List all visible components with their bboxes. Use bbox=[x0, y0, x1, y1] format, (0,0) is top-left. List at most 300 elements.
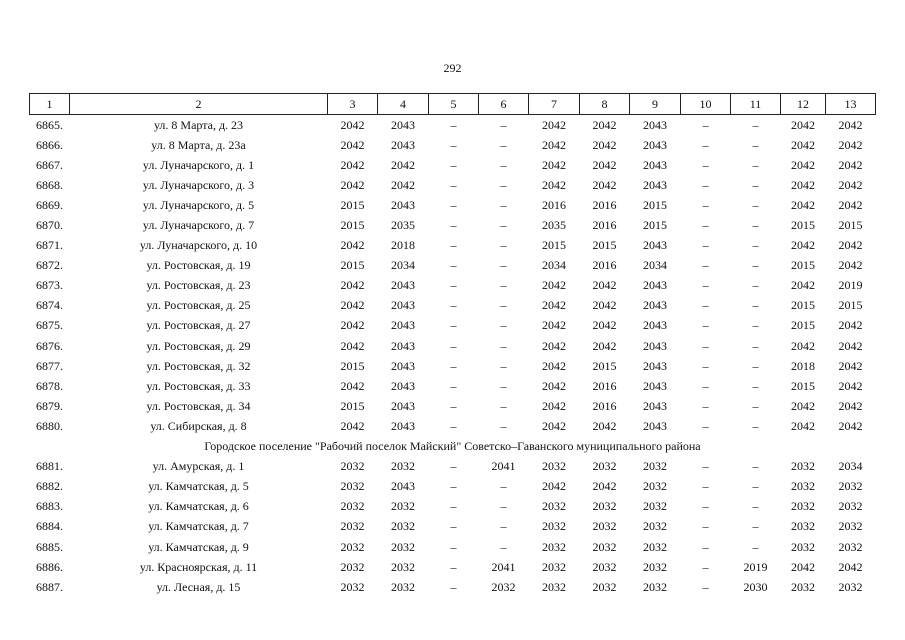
year-cell-col-6: – bbox=[500, 238, 507, 253]
year-cell-col-11: – bbox=[752, 398, 759, 413]
year-cell-col-13: 2042 bbox=[838, 137, 863, 152]
year-cell-col-3: 2032 bbox=[340, 559, 365, 574]
year-cell-col-9: 2032 bbox=[643, 459, 667, 474]
year-cell-col-11: – bbox=[752, 338, 759, 353]
column-header-8: 8 bbox=[580, 94, 630, 115]
year-cell-col-8: 2015 bbox=[592, 358, 617, 373]
year-cell-col-3: 2015 bbox=[340, 197, 365, 212]
year-cell-col-5: – bbox=[450, 278, 457, 293]
year-cell-col-9: 2032 bbox=[643, 519, 667, 534]
year-cell-col-13: 2042 bbox=[838, 378, 863, 393]
table-row bbox=[30, 537, 876, 557]
year-cell-col-7: 2042 bbox=[542, 338, 566, 353]
year-cell-col-12: 2042 bbox=[791, 197, 815, 212]
year-cell-col-4: 2032 bbox=[391, 499, 415, 514]
year-cell-col-13: 2042 bbox=[838, 117, 863, 132]
year-cell-col-11: 2019 bbox=[743, 559, 768, 574]
year-cell-col-11: – bbox=[752, 479, 759, 494]
section-title: Городское поселение "Рабочий поселок Майский" Советско–Гаванского муниципального района bbox=[204, 439, 701, 454]
year-cell-col-3: 2015 bbox=[340, 358, 365, 373]
year-cell-col-13: 2042 bbox=[838, 318, 863, 333]
year-cell-col-7: 2032 bbox=[542, 559, 566, 574]
row-number: 6873. bbox=[36, 278, 63, 293]
row-number: 6868. bbox=[36, 177, 63, 192]
table-row bbox=[30, 236, 876, 256]
table-row bbox=[30, 276, 876, 296]
year-cell-col-8: 2016 bbox=[592, 258, 617, 273]
year-cell-col-6: 2041 bbox=[491, 559, 516, 574]
year-cell-col-3: 2032 bbox=[340, 479, 365, 494]
year-cell-col-5: – bbox=[450, 238, 457, 253]
year-cell-col-8: 2042 bbox=[592, 278, 617, 293]
address-cell: ул. Камчатская, д. 7 bbox=[148, 519, 249, 534]
year-cell-col-7: 2032 bbox=[542, 499, 566, 514]
year-cell-col-9: 2043 bbox=[643, 238, 667, 253]
year-cell-col-7: 2032 bbox=[542, 579, 566, 594]
year-cell-col-11: – bbox=[752, 157, 759, 172]
year-cell-col-9: 2043 bbox=[643, 318, 667, 333]
year-cell-col-11: – bbox=[752, 539, 759, 554]
year-cell-col-12: 2042 bbox=[791, 398, 815, 413]
year-cell-col-10: – bbox=[702, 278, 709, 293]
row-number: 6885. bbox=[36, 539, 63, 554]
year-cell-col-6: – bbox=[500, 177, 507, 192]
year-cell-col-8: 2042 bbox=[592, 418, 617, 433]
year-cell-col-4: 2035 bbox=[391, 218, 415, 233]
year-cell-col-9: 2032 bbox=[643, 499, 667, 514]
year-cell-col-6: – bbox=[500, 479, 507, 494]
address-cell: ул. Ростовская, д. 33 bbox=[146, 378, 251, 393]
year-cell-col-3: 2032 bbox=[340, 519, 365, 534]
year-cell-col-7: 2035 bbox=[542, 218, 566, 233]
year-cell-col-11: – bbox=[752, 499, 759, 514]
year-cell-col-10: – bbox=[702, 499, 709, 514]
year-cell-col-10: – bbox=[702, 579, 709, 594]
year-cell-col-6: – bbox=[500, 157, 507, 172]
year-cell-col-7: 2042 bbox=[542, 479, 566, 494]
table-row bbox=[30, 215, 876, 235]
year-cell-col-4: 2043 bbox=[391, 418, 415, 433]
year-cell-col-8: 2015 bbox=[592, 238, 617, 253]
year-cell-col-9: 2015 bbox=[643, 218, 667, 233]
year-cell-col-10: – bbox=[702, 479, 709, 494]
table-header bbox=[30, 94, 876, 115]
year-cell-col-3: 2042 bbox=[340, 177, 365, 192]
year-cell-col-7: 2042 bbox=[542, 318, 566, 333]
year-cell-col-12: 2042 bbox=[791, 137, 815, 152]
year-cell-col-6: – bbox=[500, 278, 507, 293]
year-cell-col-5: – bbox=[450, 459, 457, 474]
year-cell-col-13: 2042 bbox=[838, 258, 863, 273]
year-cell-col-12: 2042 bbox=[791, 418, 815, 433]
year-cell-col-4: 2018 bbox=[391, 238, 415, 253]
year-cell-col-12: 2042 bbox=[791, 278, 815, 293]
year-cell-col-4: 2043 bbox=[391, 117, 415, 132]
year-cell-col-3: 2032 bbox=[340, 539, 365, 554]
year-cell-col-3: 2042 bbox=[340, 298, 365, 313]
year-cell-col-7: 2042 bbox=[542, 137, 566, 152]
year-cell-col-13: 2032 bbox=[838, 519, 863, 534]
year-cell-col-7: 2042 bbox=[542, 298, 566, 313]
table-row bbox=[30, 316, 876, 336]
year-cell-col-5: – bbox=[450, 258, 457, 273]
year-cell-col-9: 2043 bbox=[643, 298, 667, 313]
year-cell-col-12: 2042 bbox=[791, 177, 815, 192]
year-cell-col-13: 2042 bbox=[838, 238, 863, 253]
year-cell-col-6: – bbox=[500, 418, 507, 433]
year-cell-col-4: 2032 bbox=[391, 459, 415, 474]
year-cell-col-3: 2042 bbox=[340, 238, 365, 253]
year-cell-col-5: – bbox=[450, 137, 457, 152]
year-cell-col-8: 2032 bbox=[592, 579, 617, 594]
year-cell-col-10: – bbox=[702, 177, 709, 192]
column-header-4: 4 bbox=[378, 94, 429, 115]
year-cell-col-8: 2042 bbox=[592, 298, 617, 313]
table-row bbox=[30, 135, 876, 155]
year-cell-col-7: 2042 bbox=[542, 157, 566, 172]
row-number: 6869. bbox=[36, 197, 63, 212]
year-cell-col-11: – bbox=[752, 177, 759, 192]
row-number: 6884. bbox=[36, 519, 63, 534]
year-cell-col-13: 2042 bbox=[838, 358, 863, 373]
year-cell-col-3: 2032 bbox=[340, 579, 365, 594]
year-cell-col-6: 2032 bbox=[491, 579, 516, 594]
year-cell-col-11: 2030 bbox=[743, 579, 768, 594]
row-number: 6870. bbox=[36, 218, 63, 233]
year-cell-col-11: – bbox=[752, 318, 759, 333]
year-cell-col-6: – bbox=[500, 519, 507, 534]
year-cell-col-10: – bbox=[702, 197, 709, 212]
year-cell-col-7: 2042 bbox=[542, 418, 566, 433]
header-row bbox=[30, 94, 876, 115]
column-header-2: 2 bbox=[70, 94, 328, 115]
year-cell-col-9: 2043 bbox=[643, 278, 667, 293]
year-cell-col-5: – bbox=[450, 197, 457, 212]
year-cell-col-12: 2015 bbox=[791, 218, 815, 233]
row-number: 6875. bbox=[36, 318, 63, 333]
year-cell-col-4: 2032 bbox=[391, 519, 415, 534]
year-cell-col-11: – bbox=[752, 358, 759, 373]
year-cell-col-11: – bbox=[752, 137, 759, 152]
year-cell-col-6: – bbox=[500, 137, 507, 152]
table-row bbox=[30, 376, 876, 396]
year-cell-col-6: – bbox=[500, 539, 507, 554]
table-row bbox=[30, 155, 876, 175]
address-cell: ул. Луначарского, д. 3 bbox=[142, 177, 255, 192]
year-cell-col-10: – bbox=[702, 157, 709, 172]
row-number: 6883. bbox=[36, 499, 63, 514]
year-cell-col-9: 2034 bbox=[643, 258, 667, 273]
table-row bbox=[30, 396, 876, 416]
year-cell-col-11: – bbox=[752, 197, 759, 212]
address-cell: ул. 8 Марта, д. 23 bbox=[153, 117, 244, 132]
column-header-13: 13 bbox=[826, 94, 876, 115]
year-cell-col-7: 2042 bbox=[542, 358, 566, 373]
year-cell-col-11: – bbox=[752, 238, 759, 253]
table-row bbox=[30, 296, 876, 316]
column-header-10: 10 bbox=[681, 94, 731, 115]
address-cell: ул. Ростовская, д. 32 bbox=[146, 358, 251, 373]
year-cell-col-12: 2042 bbox=[791, 157, 815, 172]
year-cell-col-3: 2042 bbox=[340, 137, 365, 152]
year-cell-col-13: 2019 bbox=[838, 278, 863, 293]
year-cell-col-9: 2043 bbox=[643, 358, 667, 373]
housing-repair-schedule-table bbox=[29, 93, 876, 597]
year-cell-col-13: 2042 bbox=[838, 197, 863, 212]
table-body bbox=[30, 115, 876, 598]
address-cell: ул. Ростовская, д. 29 bbox=[146, 338, 251, 353]
year-cell-col-12: 2032 bbox=[791, 539, 815, 554]
table-row bbox=[30, 356, 876, 376]
address-cell: ул. Ростовская, д. 25 bbox=[146, 298, 251, 313]
year-cell-col-5: – bbox=[450, 117, 457, 132]
row-number: 6878. bbox=[36, 378, 63, 393]
row-number: 6866. bbox=[36, 137, 63, 152]
year-cell-col-3: 2042 bbox=[340, 418, 365, 433]
year-cell-col-4: 2042 bbox=[391, 157, 415, 172]
table-row bbox=[30, 336, 876, 356]
year-cell-col-12: 2015 bbox=[791, 318, 815, 333]
year-cell-col-4: 2032 bbox=[391, 579, 415, 594]
year-cell-col-10: – bbox=[702, 218, 709, 233]
year-cell-col-11: – bbox=[752, 218, 759, 233]
year-cell-col-12: 2015 bbox=[791, 378, 815, 393]
table-row bbox=[30, 477, 876, 497]
year-cell-col-3: 2032 bbox=[340, 459, 365, 474]
address-cell: ул. Ростовская, д. 27 bbox=[146, 318, 251, 333]
table-row bbox=[30, 457, 876, 477]
year-cell-col-5: – bbox=[450, 559, 457, 574]
year-cell-col-13: 2032 bbox=[838, 579, 863, 594]
year-cell-col-9: 2032 bbox=[643, 559, 667, 574]
table-row bbox=[30, 517, 876, 537]
year-cell-col-4: 2043 bbox=[391, 479, 415, 494]
year-cell-col-8: 2042 bbox=[592, 177, 617, 192]
year-cell-col-8: 2016 bbox=[592, 398, 617, 413]
year-cell-col-3: 2042 bbox=[340, 117, 365, 132]
address-cell: ул. Камчатская, д. 9 bbox=[148, 539, 249, 554]
column-header-11: 11 bbox=[731, 94, 781, 115]
year-cell-col-12: 2042 bbox=[791, 559, 815, 574]
year-cell-col-13: 2042 bbox=[838, 559, 863, 574]
year-cell-col-11: – bbox=[752, 298, 759, 313]
year-cell-col-9: 2043 bbox=[643, 137, 667, 152]
year-cell-col-10: – bbox=[702, 338, 709, 353]
year-cell-col-10: – bbox=[702, 378, 709, 393]
year-cell-col-11: – bbox=[752, 378, 759, 393]
year-cell-col-6: 2041 bbox=[491, 459, 516, 474]
year-cell-col-4: 2043 bbox=[391, 318, 415, 333]
year-cell-col-9: 2043 bbox=[643, 378, 667, 393]
year-cell-col-9: 2032 bbox=[643, 539, 667, 554]
year-cell-col-5: – bbox=[450, 519, 457, 534]
year-cell-col-13: 2042 bbox=[838, 418, 863, 433]
year-cell-col-9: 2043 bbox=[643, 117, 667, 132]
column-header-6: 6 bbox=[479, 94, 529, 115]
year-cell-col-5: – bbox=[450, 318, 457, 333]
year-cell-col-3: 2042 bbox=[340, 338, 365, 353]
year-cell-col-5: – bbox=[450, 398, 457, 413]
year-cell-col-7: 2032 bbox=[542, 539, 566, 554]
year-cell-col-9: 2043 bbox=[643, 177, 667, 192]
year-cell-col-13: 2015 bbox=[838, 298, 863, 313]
year-cell-col-10: – bbox=[702, 418, 709, 433]
year-cell-col-10: – bbox=[702, 137, 709, 152]
year-cell-col-6: – bbox=[500, 398, 507, 413]
row-number: 6876. bbox=[36, 338, 63, 353]
column-header-9: 9 bbox=[630, 94, 681, 115]
year-cell-col-6: – bbox=[500, 358, 507, 373]
year-cell-col-13: 2042 bbox=[838, 157, 863, 172]
year-cell-col-12: 2032 bbox=[791, 459, 815, 474]
table-row bbox=[30, 557, 876, 577]
year-cell-col-13: 2034 bbox=[838, 459, 863, 474]
year-cell-col-13: 2042 bbox=[838, 398, 863, 413]
year-cell-col-10: – bbox=[702, 559, 709, 574]
row-number: 6872. bbox=[36, 258, 63, 273]
year-cell-col-9: 2032 bbox=[643, 479, 667, 494]
year-cell-col-8: 2032 bbox=[592, 459, 617, 474]
row-number: 6887. bbox=[36, 579, 63, 594]
year-cell-col-11: – bbox=[752, 418, 759, 433]
year-cell-col-3: 2042 bbox=[340, 318, 365, 333]
year-cell-col-8: 2042 bbox=[592, 117, 617, 132]
year-cell-col-5: – bbox=[450, 218, 457, 233]
year-cell-col-4: 2032 bbox=[391, 539, 415, 554]
table-row bbox=[30, 577, 876, 597]
year-cell-col-8: 2016 bbox=[592, 218, 617, 233]
year-cell-col-7: 2032 bbox=[542, 459, 566, 474]
year-cell-col-8: 2032 bbox=[592, 539, 617, 554]
year-cell-col-10: – bbox=[702, 459, 709, 474]
year-cell-col-10: – bbox=[702, 519, 709, 534]
year-cell-col-8: 2042 bbox=[592, 318, 617, 333]
year-cell-col-9: 2043 bbox=[643, 418, 667, 433]
year-cell-col-12: 2032 bbox=[791, 479, 815, 494]
table-row bbox=[30, 175, 876, 195]
year-cell-col-4: 2043 bbox=[391, 398, 415, 413]
year-cell-col-6: – bbox=[500, 318, 507, 333]
row-number: 6871. bbox=[36, 238, 63, 253]
year-cell-col-12: 2042 bbox=[791, 338, 815, 353]
year-cell-col-12: 2015 bbox=[791, 258, 815, 273]
year-cell-col-10: – bbox=[702, 539, 709, 554]
year-cell-col-12: 2042 bbox=[791, 117, 815, 132]
address-cell: ул. Камчатская, д. 6 bbox=[148, 499, 249, 514]
row-number: 6880. bbox=[36, 418, 63, 433]
year-cell-col-6: – bbox=[500, 338, 507, 353]
year-cell-col-4: 2034 bbox=[391, 258, 415, 273]
row-number: 6867. bbox=[36, 157, 63, 172]
address-cell: ул. Камчатская, д. 5 bbox=[148, 479, 249, 494]
page-number: 292 bbox=[443, 61, 462, 75]
year-cell-col-11: – bbox=[752, 117, 759, 132]
year-cell-col-6: – bbox=[500, 218, 507, 233]
column-header-5: 5 bbox=[429, 94, 479, 115]
year-cell-col-7: 2034 bbox=[542, 258, 566, 273]
year-cell-col-7: 2042 bbox=[542, 117, 566, 132]
address-cell: ул. Луначарского, д. 7 bbox=[142, 218, 255, 233]
year-cell-col-8: 2042 bbox=[592, 137, 617, 152]
year-cell-col-12: 2032 bbox=[791, 519, 815, 534]
year-cell-col-5: – bbox=[450, 499, 457, 514]
year-cell-col-8: 2016 bbox=[592, 378, 617, 393]
year-cell-col-11: – bbox=[752, 258, 759, 273]
table-row bbox=[30, 256, 876, 276]
column-header-7: 7 bbox=[529, 94, 580, 115]
year-cell-col-9: 2015 bbox=[643, 197, 667, 212]
year-cell-col-4: 2032 bbox=[391, 559, 415, 574]
year-cell-col-4: 2043 bbox=[391, 137, 415, 152]
year-cell-col-3: 2015 bbox=[340, 398, 365, 413]
year-cell-col-13: 2015 bbox=[838, 218, 863, 233]
year-cell-col-3: 2042 bbox=[340, 278, 365, 293]
year-cell-col-8: 2042 bbox=[592, 479, 617, 494]
year-cell-col-6: – bbox=[500, 499, 507, 514]
year-cell-col-6: – bbox=[500, 258, 507, 273]
address-cell: ул. Сибирская, д. 8 bbox=[150, 418, 247, 433]
year-cell-col-12: 2015 bbox=[791, 298, 815, 313]
year-cell-col-8: 2042 bbox=[592, 338, 617, 353]
year-cell-col-9: 2043 bbox=[643, 398, 667, 413]
year-cell-col-5: – bbox=[450, 177, 457, 192]
year-cell-col-7: 2042 bbox=[542, 177, 566, 192]
row-number: 6874. bbox=[36, 298, 63, 313]
year-cell-col-7: 2042 bbox=[542, 398, 566, 413]
year-cell-col-8: 2016 bbox=[592, 197, 617, 212]
year-cell-col-9: 2043 bbox=[643, 157, 667, 172]
year-cell-col-7: 2015 bbox=[542, 238, 566, 253]
year-cell-col-12: 2018 bbox=[791, 358, 815, 373]
year-cell-col-11: – bbox=[752, 459, 759, 474]
address-cell: ул. Луначарского, д. 1 bbox=[142, 157, 255, 172]
year-cell-col-5: – bbox=[450, 479, 457, 494]
year-cell-col-3: 2015 bbox=[340, 218, 365, 233]
year-cell-col-13: 2032 bbox=[838, 479, 863, 494]
year-cell-col-3: 2042 bbox=[340, 378, 365, 393]
address-cell: ул. Ростовская, д. 19 bbox=[146, 258, 251, 273]
year-cell-col-4: 2043 bbox=[391, 197, 415, 212]
year-cell-col-10: – bbox=[702, 358, 709, 373]
year-cell-col-3: 2015 bbox=[340, 258, 365, 273]
year-cell-col-5: – bbox=[450, 338, 457, 353]
year-cell-col-10: – bbox=[702, 298, 709, 313]
year-cell-col-5: – bbox=[450, 579, 457, 594]
year-cell-col-8: 2042 bbox=[592, 157, 617, 172]
year-cell-col-5: – bbox=[450, 358, 457, 373]
row-number: 6865. bbox=[36, 117, 63, 132]
year-cell-col-8: 2032 bbox=[592, 499, 617, 514]
table-row bbox=[30, 195, 876, 215]
address-cell: ул. Ростовская, д. 34 bbox=[146, 398, 251, 413]
year-cell-col-9: 2032 bbox=[643, 579, 667, 594]
year-cell-col-13: 2032 bbox=[838, 499, 863, 514]
year-cell-col-6: – bbox=[500, 298, 507, 313]
column-header-1: 1 bbox=[30, 94, 70, 115]
year-cell-col-5: – bbox=[450, 298, 457, 313]
year-cell-col-10: – bbox=[702, 318, 709, 333]
year-cell-col-13: 2042 bbox=[838, 177, 863, 192]
year-cell-col-8: 2032 bbox=[592, 559, 617, 574]
table-row bbox=[30, 115, 876, 136]
year-cell-col-9: 2043 bbox=[643, 338, 667, 353]
table-row bbox=[30, 497, 876, 517]
year-cell-col-6: – bbox=[500, 197, 507, 212]
year-cell-col-4: 2043 bbox=[391, 358, 415, 373]
year-cell-col-6: – bbox=[500, 117, 507, 132]
year-cell-col-10: – bbox=[702, 117, 709, 132]
section-header-row bbox=[30, 437, 876, 457]
